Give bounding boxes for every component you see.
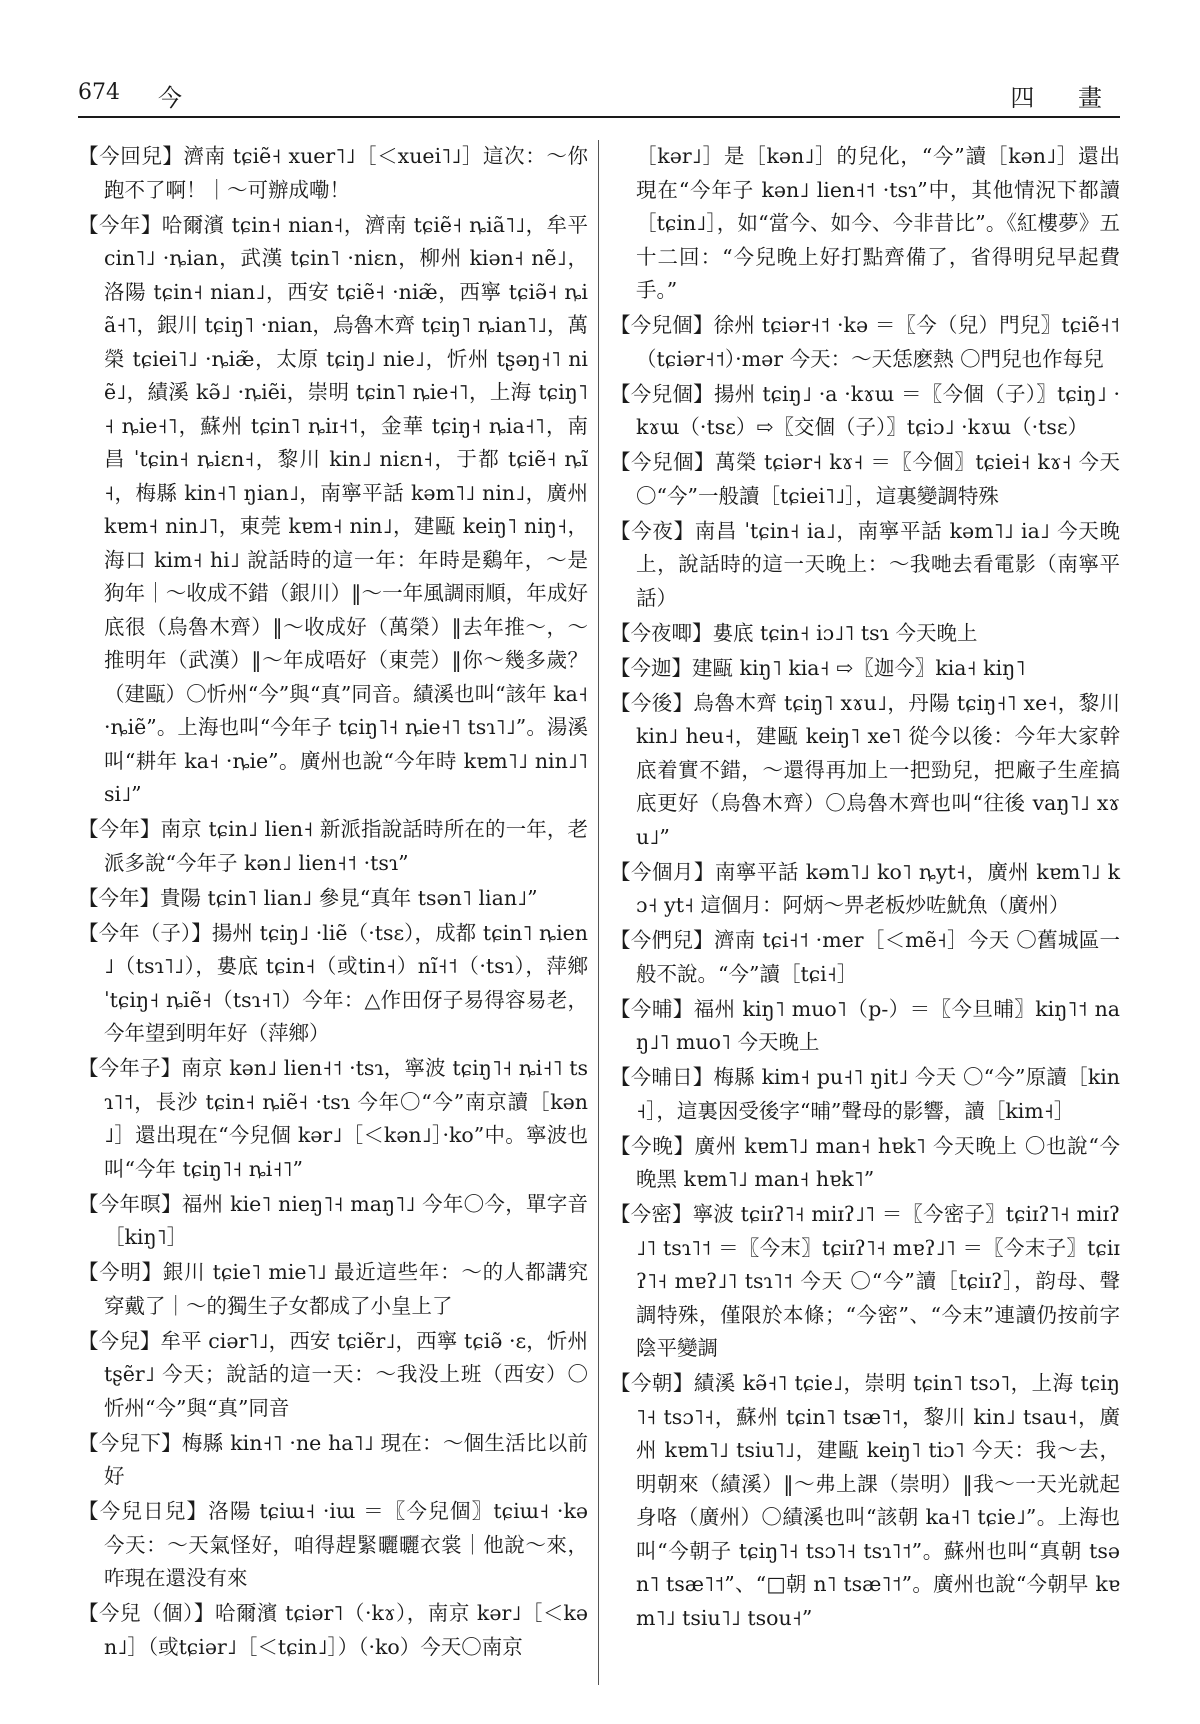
dictionary-entry: 【今朝】績溪 kə̃˧˥ tɕie˩，崇明 tɕin˥ tsɔ˥，上海 tɕiŋ˥˧ tsɔ˥˧，蘇州 tɕin˥ tsæ˥˦，黎川 kin˩ tsau˧，廣州 kɐm˥˩ tsiu˥˩，建甌 keiŋ˥ tiɔ˥ 今天：我～去，明朝來（績溪）‖～弗上課（崇明）‖我～一天光就起身咯（廣州）〇績溪也叫“該朝 ka˧˥ tɕie˩”。上海也叫“今朝子 tɕiŋ˥˧ tsɔ˥˧ tsɿ˥˦”。蘇州也叫“真朝 tsən˥ tsæ˥˦”、“□朝 n˥ tsæ˥˦”。廣州也說“今朝早 kɐm˥˩ tsiu˥˩ tsou˧” — [610, 1371, 1120, 1630]
dictionary-entry: 【今個月】南寧平話 kəm˥˩ ko˥ ȵyt˧，廣州 kɐm˥˩ kɔ˧ yt˧ 這個月：阿炳～畀老板炒咗魷魚（廣州） — [610, 859, 1120, 917]
dictionary-entry: 【今們兒】濟南 tɕi˧˦ ·mer［＜mẽ˧］今天 〇舊城區一般不說。“今”讀［tɕi˧］ — [610, 928, 1120, 986]
left-column — [78, 140, 588, 1666]
dictionary-entry: 【今晡日】梅縣 kim˧ pu˧˥ ŋit˩ 今天 〇“今”原讀［kin˧］，這裏因受後字“晡”聲母的影響，讀［kim˧］ — [610, 1065, 1120, 1123]
dictionary-entry: 【今晚】廣州 kɐm˥˩ man˧ hɐk˥ 今天晚上 〇也說“今晚黑 kɐm˥˩ man˧ hɐk˥” — [610, 1133, 1120, 1191]
dictionary-entry: 【今兒（個）】哈爾濱 tɕiər˥（·kɤ），南京 kər˩［＜kən˩］（或tɕiər˩［＜tɕin˩］）（·ko）今天〇南京 — [78, 1601, 588, 1659]
dictionary-entry: 【今兒】牟平 ciər˥˩，西安 tɕiẽr˩，西寧 tɕiə̃ ·ɛ，忻州 tʂẽr˩ 今天；說話的這一天：～我没上班（西安）〇忻州“今”與“真”同音 — [78, 1328, 588, 1420]
dictionary-entry: 【今兒日兒】洛陽 tɕiɯ˧ ·iɯ ＝〖今兒個〗tɕiɯ˧ ·kə 今天：～天氣怪好，咱得趕緊曬曬衣裳｜他說～來，咋現在還没有來 — [78, 1499, 588, 1590]
dictionary-entry: 【今年】南京 tɕin˩ lien˧ 新派指說話時所在的一年，老派多說“今年子 kən˩ lien˧˦ ·tsɿ” — [78, 817, 588, 875]
dictionary-entry: 【今密】寧波 tɕiɪʔ˥˧ miɪʔ˩˥ ＝〖今密子〗tɕiɪʔ˥˧ miɪʔ˩˥ tsɿ˥˦ ＝〖今末〗tɕiɪʔ˥˧ mɐʔ˩˥ ＝〖今末子〗tɕiɪʔ˥˧ mɐʔ˩˥ tsɿ˥˦ 今天 〇“今”讀［tɕiɪʔ］，韵母、聲調特殊，僅限於本條；“今密”、“今末”連讀仍按前字陰平變調 — [610, 1202, 1120, 1360]
dictionary-entry: 【今後】烏魯木齊 tɕiŋ˥ xɤu˩，丹陽 tɕiŋ˧˥ xe˧，黎川 kin˩ heu˧，建甌 keiŋ˥ xe˥ 從今以後：今年大家幹底着實不錯，～還得再加上一把勁兒，把廠子生産搞底更好（烏魯木齊）〇烏魯木齊也叫“往後 vaŋ˥˩ xɤu˩” — [610, 690, 1120, 849]
dictionary-entry: 【今年】貴陽 tɕin˥ lian˩ 參見“真年 tsən˥ lian˩” — [78, 885, 538, 910]
entry-continuation: ［kər˩］是［kən˩］的兒化，“今”讀［kən˩］還出現在“今年子 kən˩ lien˧˦ ·tsɿ”中，其他情況下都讀［tɕin˩］，如“當今、如今、今非昔比”。《紅樓夢》五十二回：“今兒晚上好打點齊備了，省得明兒早起費手。” — [636, 144, 1120, 302]
dictionary-entry: 【今年子】南京 kən˩ lien˧˦ ·tsɿ，寧波 tɕiŋ˥˧ ȵi˧˥ tsɿ˥˦，長沙 tɕin˧ ȵiẽ˧ ·tsɿ 今年〇“今”南京讀［kən˩］還出現在“今兒個 kər˩［＜kən˩］·ko”中。寧波也叫“今年 tɕiŋ˥˧ ȵi˧˥” — [78, 1056, 588, 1181]
dictionary-entry: 【今兒個】徐州 tɕiər˧˦ ·kə ＝〖今（兒）門兒〗tɕiẽ˧˦（tɕiər˧˦）·mər 今天：～天恁麽熱 〇門兒也作每兒 — [610, 313, 1120, 371]
dictionary-entry: 【今年（子）】揚州 tɕiŋ˩ ·liẽ（·tsɛ），成都 tɕin˥ ȵien˩（tsɿ˥˩），婁底 tɕin˧（或tin˧）nĩ˧˦（·tsɿ），萍鄉 ˈtɕiŋ˧ ȵiẽ˧（tsɿ˧˥）今年：△作田伢子易得容易老，今年望到明年好（萍鄉） — [78, 920, 588, 1045]
dictionary-entry: 【今明】銀川 tɕie˥ mie˥˩ 最近這些年：～的人都講究穿戴了｜～的獨生子女都成了小皇上了 — [78, 1260, 588, 1318]
dictionary-entry: 【今迦】建甌 kiŋ˥ kia˧ ⇨〖迦今〗kia˧ kiŋ˥ — [610, 655, 1026, 680]
dictionary-entry: 【今兒個】萬榮 tɕiər˧ kɤ˧ ＝〖今個〗tɕiei˧ kɤ˧ 今天 〇“今”一般讀［tɕiei˥˩］，這裏變調特殊 — [610, 450, 1120, 508]
dictionary-entry: 【今回兒】濟南 tɕiẽ˧ xuer˥˩［＜xuei˥˩］這次：～你跑不了啊！｜～可辦成嘞！ — [78, 144, 588, 202]
dictionary-entry: 【今年】哈爾濱 tɕin˧ nian˧，濟南 tɕiẽ˧ ȵiã˥˩，牟平 cin˥˩ ·ȵian，武漢 tɕin˥ ·niɛn，柳州 kiən˧ nẽ˩，洛陽 tɕin˧ nian˩，西安 tɕiẽ˧ ·niæ̃，西寧 tɕiə̃˧ ȵiã˧˥，銀川 tɕiŋ˥ ·nian，烏魯木齊 tɕiŋ˥ ȵian˥˩，萬榮 tɕiei˥˩ ·ȵiæ̃，太原 tɕiŋ˩ nie˩，忻州 tʂəŋ˧˥ niẽ˩，績溪 kə̃˩ ·ȵiẽi，崇明 tɕin˥ ȵie˧˥，上海 tɕiŋ˥˧ ȵie˧˥，蘇州 tɕin˥ ȵiɪ˧˦，金華 tɕiŋ˧ ȵia˧˥，南昌 ˈtɕin˧ ȵiɛn˧，黎川 kin˩ niɛn˧，于都 tɕiẽ˧ ȵĩ˧，梅縣 kin˧˥ ŋian˩，南寧平話 kəm˥˩ nin˩，廣州 kɐm˧ nin˩˥，東莞 kɐm˧ nin˩，建甌 keiŋ˥ niŋ˧，海口 kim˧ hi˩ 說話時的這一年：年時是鷄年，～是狗年｜～收成不錯（銀川）‖～一年風調雨順，年成好底很（烏魯木齊）‖～收成好（萬榮）‖去年推～，～推明年（武漢）‖～年成唔好（東莞）‖你～幾多歲？（建甌）〇忻州“今”與“真”同音。績溪也叫“該年 ka˧ ·ȵiẽ”。上海也叫“今年子 tɕiŋ˥˧ ȵie˧˥ tsɿ˥˩”。湯溪叫“耕年 ka˧ ·ȵie”。廣州也說“今年時 kɐm˥˩ nin˩˥ si˩” — [78, 212, 588, 806]
dictionary-entry: 【今晡】福州 kiŋ˥ muo˥（p-）＝〖今旦晡〗kiŋ˥˦ naŋ˩˥ muo˥ 今天晚上 — [610, 996, 1120, 1054]
right-column — [610, 140, 1120, 1637]
running-head-character: 今 — [158, 84, 182, 112]
dictionary-entry: 【今夜】南昌 ˈtɕin˧ ia˩，南寧平話 kəm˥˩ ia˩ 今天晚上，說話時的這一天晚上：～我哋去看電影（南寧平話） — [610, 518, 1120, 610]
dictionary-entry: 【今年暝】福州 kie˥ nieŋ˥˧ maŋ˥˩ 今年〇今，單字音［kiŋ˥］ — [78, 1191, 588, 1249]
dictionary-entry: 【今兒下】梅縣 kin˧˥ ·ne ha˥˩ 現在：～個生活比以前好 — [78, 1430, 588, 1488]
dictionary-entry: 【今兒個】揚州 tɕiŋ˩ ·a ·kɤɯ ＝〖今個（子）〗tɕiŋ˩ ·kɤɯ（·tsɛ）⇨〖交個（子）〗tɕiɔ˩ ·kɤɯ（·tsɛ） — [610, 381, 1120, 439]
section-title: 四 畫 — [1010, 84, 1120, 112]
column-divider — [598, 140, 599, 1685]
page-number: 674 — [78, 80, 120, 105]
dictionary-entry: 【今夜唧】婁底 tɕin˧ iɔ˩˥ tsɿ 今天晚上 — [610, 620, 978, 645]
header-rule — [78, 116, 1120, 118]
